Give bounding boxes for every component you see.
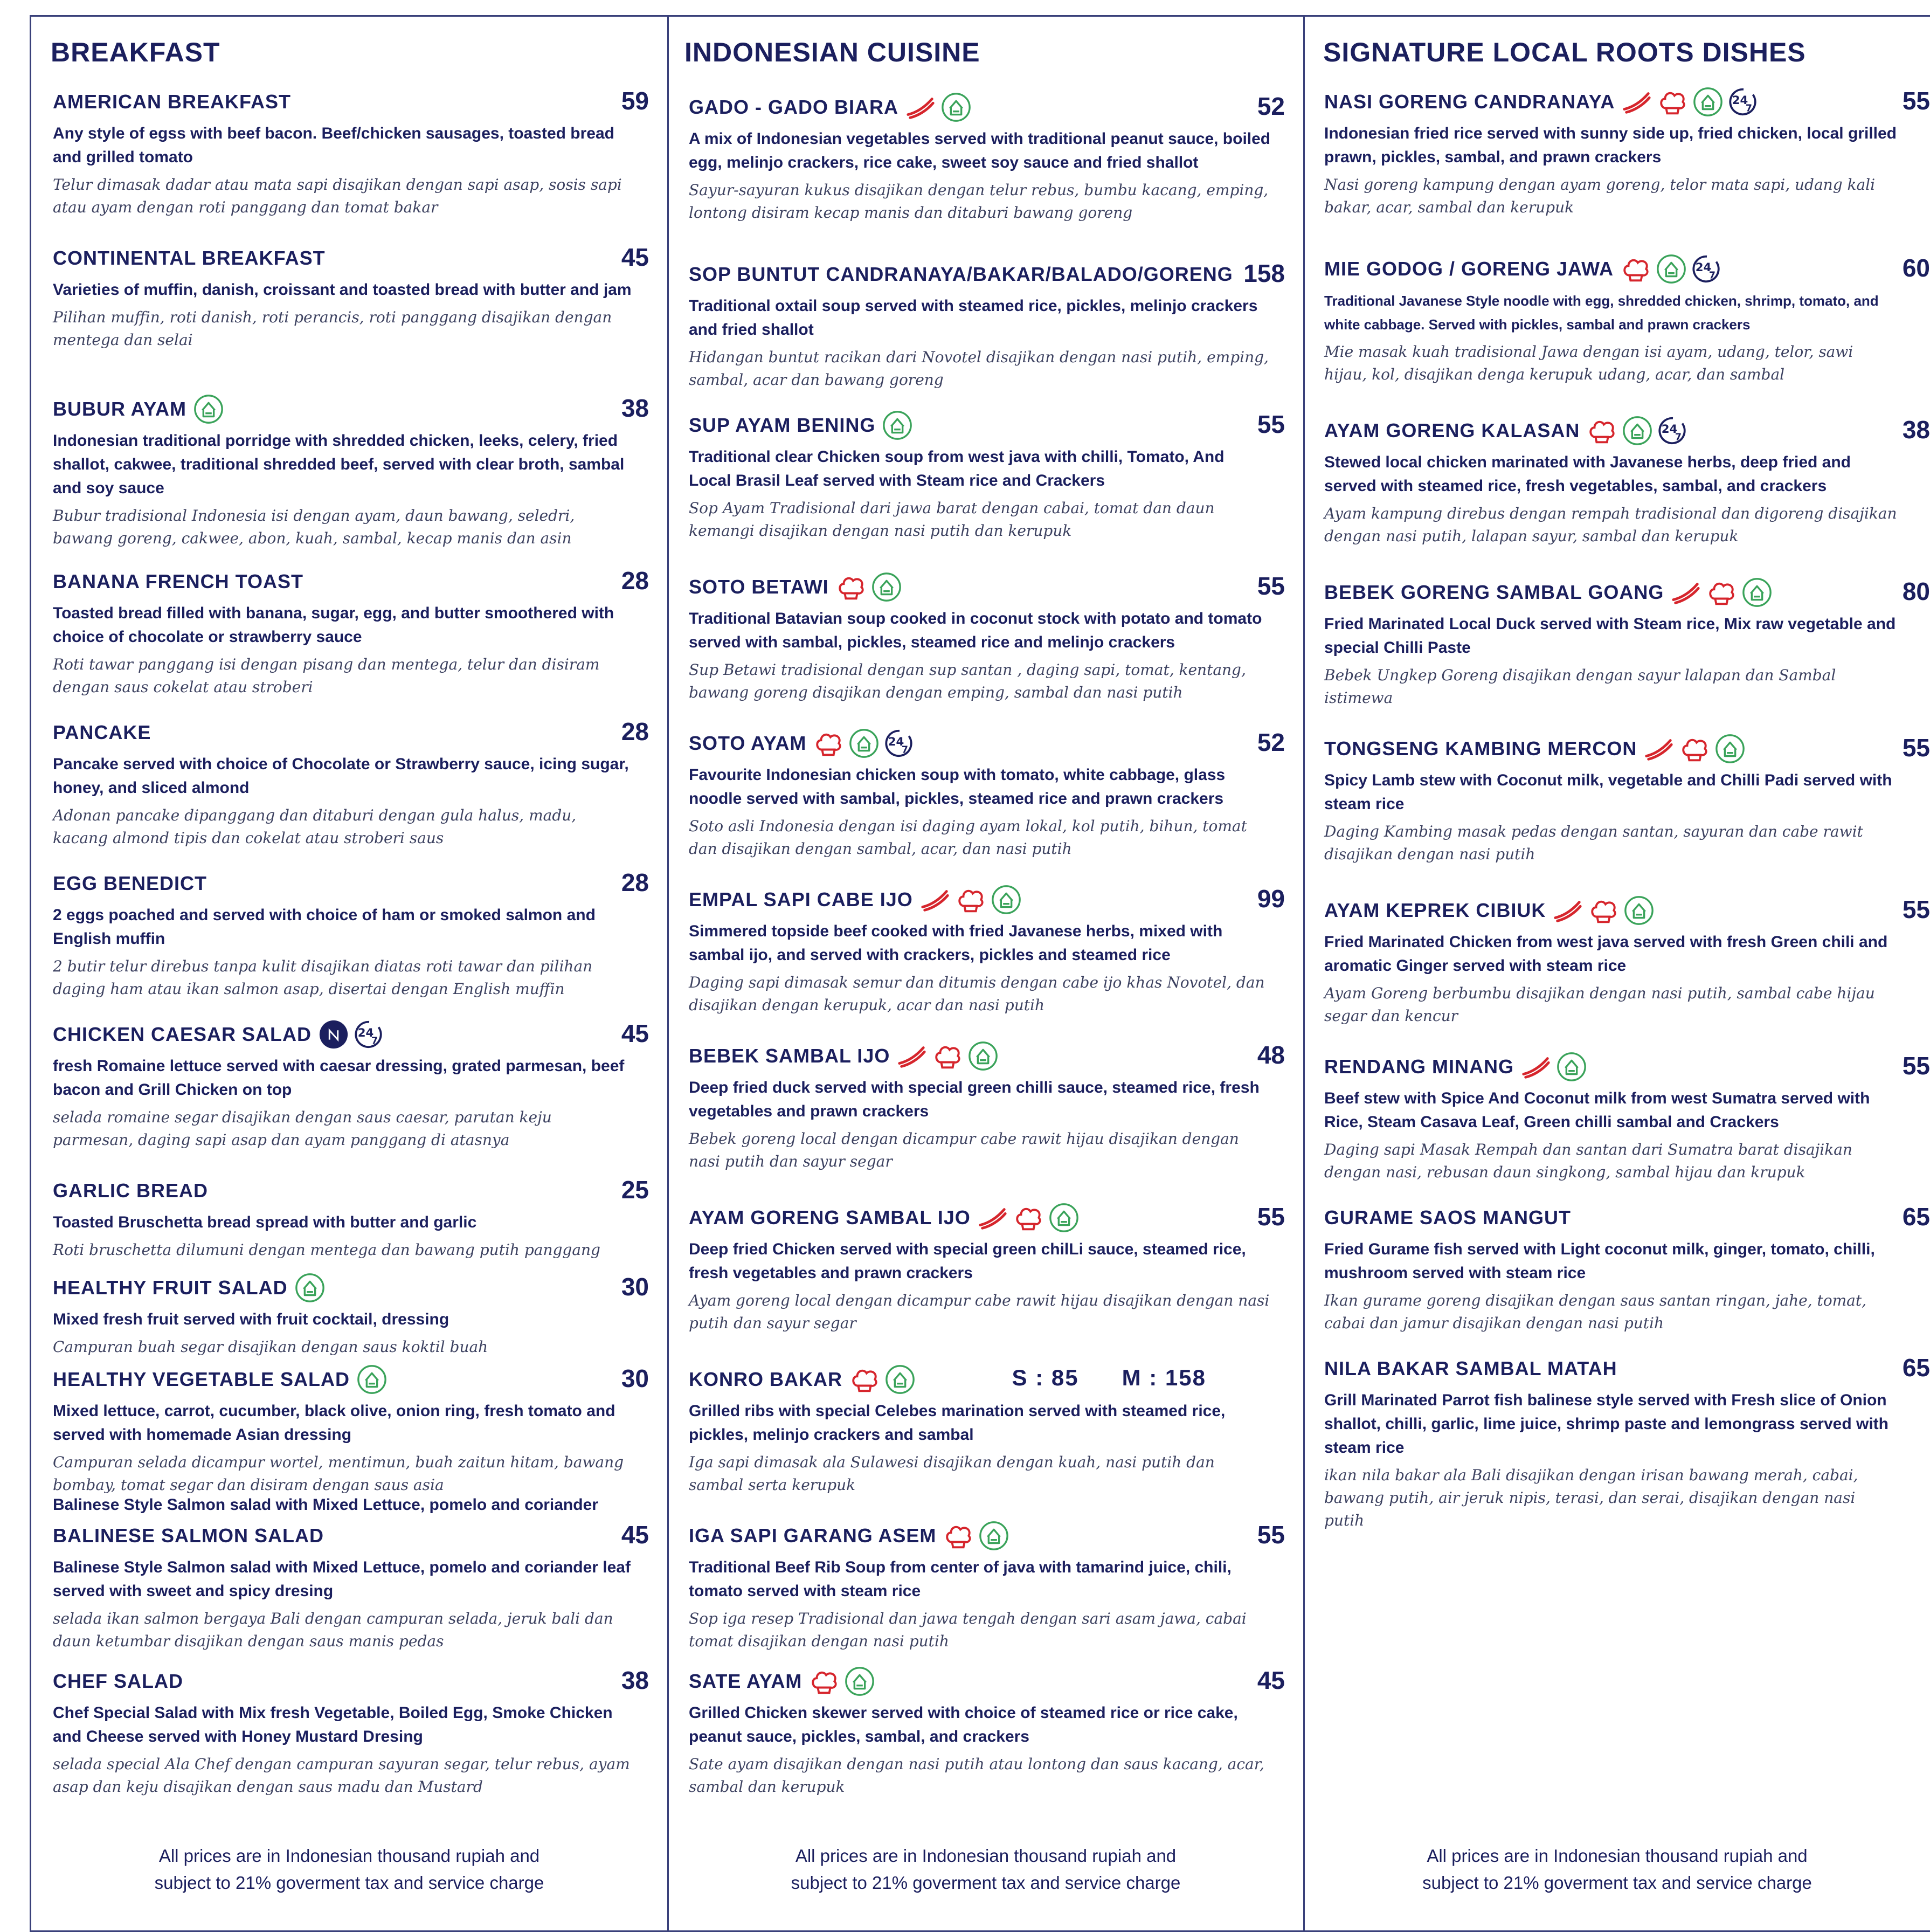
menu-item-description: A mix of Indonesian vegetables served with traditional peanut sauce, boiled egg, melinjo crackers, rice cake, sweet soy sauce and fried shallot	[689, 130, 1271, 171]
24-7-icon	[1691, 253, 1723, 285]
svg-text:7: 7	[1746, 103, 1753, 114]
menu-item-icons	[919, 884, 1022, 915]
menu-item-price: 55	[1902, 87, 1930, 115]
menu-item-name: GARLIC BREAD	[53, 1179, 208, 1202]
menu-item	[1324, 1201, 1930, 1335]
menu-item-description: Traditional Batavian soup cooked in coconut stock with potato and tomato served with sambal, pickles, steamed rice and melinjo crackers	[689, 610, 1262, 651]
menu-item-translation: Bubur tradisional Indonesia isi dengan ayam, daun bawang, seledri, bawang goreng, cakwee, abon, kuah, sambal, kecap manis dan asin	[53, 507, 575, 547]
healthy-icon	[294, 1272, 326, 1303]
menu-item	[1324, 732, 1930, 866]
24-7-icon	[1657, 415, 1689, 446]
menu-item	[1324, 1050, 1930, 1184]
menu-item-translation: Sate ayam disajikan dengan nasi putih atau lontong dan saus kacang, acar, sambal dan kerupuk	[689, 1755, 1264, 1796]
menu-item-header	[53, 242, 667, 275]
healthy-icon	[1714, 733, 1746, 764]
menu-item	[689, 1519, 1303, 1653]
healthy-icon	[940, 92, 972, 123]
menu-item-price: 55	[1902, 895, 1930, 923]
menu-item-name: EMPAL SAPI CABE IJO	[689, 888, 913, 910]
menu-item-icons	[1643, 733, 1746, 764]
menu-item-name: PANCAKE	[53, 721, 151, 743]
svg-text:24: 24	[1662, 422, 1678, 436]
menu-item-description: Balinese Style Salmon salad with Mixed Lettuce, pomelo and coriander leaf served with sweet and spicy dresing	[53, 1558, 631, 1600]
menu-item-description: fresh Romaine lettuce served with caesar dressing, grated parmesan, beef bacon and Grill Chicken on top	[53, 1057, 625, 1099]
menu-item-price: 28	[621, 567, 649, 595]
price-footer	[1304, 1843, 1930, 1896]
menu-item-description: Stewed local chicken marinated with Javanese herbs, deep fried and served with steamed rice, fresh vegetables, sambal, and crackers	[1324, 453, 1851, 495]
menu-item-price: 55	[1257, 1521, 1285, 1549]
menu-item-icons	[905, 92, 972, 123]
24-7-icon	[354, 1019, 385, 1050]
footer-line: All prices are in Indonesian thousand rupiah and	[1427, 1846, 1808, 1866]
menu-item-header	[1324, 85, 1930, 119]
menu-item	[53, 1363, 667, 1496]
chef-hat-icon	[1679, 733, 1710, 764]
menu-item-description: Traditional Javanese Style noodle with egg, shredded chicken, shrimp, tomato, and white cabbage. Served with pickles, sambal and prawn crackers	[1324, 293, 1879, 333]
menu-item-icons	[808, 1666, 875, 1697]
menu-item-header	[1324, 1352, 1930, 1385]
menu-item-translation: Sup Betawi tradisional dengan sup santan , daging sapi, tomat, kentang, bawang goreng disajikan dengan emping, sambal dan nasi putih	[689, 661, 1246, 701]
menu-item-header	[689, 1519, 1303, 1552]
menu-item-name: AYAM GORENG KALASAN	[1324, 419, 1580, 441]
menu-item-description: Traditional oxtail soup served with steamed rice, pickles, melinjo crackers and fried shallot	[689, 297, 1258, 339]
menu-item-description: Chef Special Salad with Mix fresh Vegetable, Boiled Egg, Smoke Chicken and Cheese served with Honey Mustard Dresing	[53, 1704, 613, 1745]
menu-item-header	[1324, 414, 1930, 447]
menu-item-name: EGG BENEDICT	[53, 872, 207, 894]
menu-item	[1324, 894, 1930, 1027]
menu-item-icons	[1670, 577, 1773, 608]
menu-item-header	[689, 409, 1303, 442]
menu-item-description: Deep fried Chicken served with special green chilLi sauce, steamed rice, fresh vegetables and prawn crackers	[689, 1240, 1246, 1282]
menu-item-price: 52	[1257, 728, 1285, 756]
menu-item-name: SUP AYAM BENING	[689, 414, 876, 436]
menu-item-header	[689, 1039, 1303, 1073]
menu-item-icons	[294, 1272, 326, 1303]
24-7-icon	[884, 728, 915, 759]
menu-item-translation: Ayam goreng local dengan dicampur cabe rawit hijau disajikan dengan nasi putih dan sayur segar	[689, 1292, 1270, 1332]
signature-dishes-column	[1304, 15, 1930, 1929]
menu-item-header	[689, 727, 1303, 760]
menu-item-price: 45	[621, 243, 649, 271]
menu-item	[53, 1496, 667, 1653]
menu-item	[1324, 1352, 1930, 1532]
svg-text:7: 7	[1675, 432, 1682, 443]
menu-item-description: Traditional Beef Rib Soup from center of java with tamarind juice, chili, tomato served with steam rice	[689, 1558, 1232, 1600]
menu-item-description: 2 eggs poached and served with choice of ham or smoked salmon and English muffin	[53, 906, 596, 948]
svg-text:24: 24	[888, 735, 904, 749]
menu-item-translation: Pilihan muffin, roti danish, roti perancis, roti panggang disajikan dengan mentega dan selai	[53, 308, 612, 349]
menu-item-description: Varieties of muffin, danish, croissant and toasted bread with butter and jam	[53, 281, 632, 299]
healthy-icon	[882, 410, 913, 441]
menu-item-icons	[896, 1040, 999, 1072]
menu-item	[53, 1665, 667, 1798]
menu-item-header	[1324, 252, 1930, 286]
menu-item-translation: Sop iga resep Tradisional dan jawa tengah dengan sari asam jawa, cabai tomat disajikan dengan nasi putih	[689, 1610, 1247, 1650]
menu-item-header	[53, 1174, 667, 1208]
svg-text:7: 7	[371, 1036, 378, 1047]
menu-item-name: AYAM GORENG SAMBAL IJO	[689, 1206, 971, 1229]
menu-item-translation: Sayur-sayuran kukus disajikan dengan telur rebus, bumbu kacang, emping, lontong disiram kecap manis dan ditaburi bawang goreng	[689, 181, 1269, 222]
menu-item-icons	[882, 410, 913, 441]
menu-item-translation: Mie masak kuah tradisional Jawa dengan isi ayam, udang, telor, sawi hijau, kol, disajikan denga kerupuk udang, acar, dan sambal	[1324, 343, 1853, 383]
menu-item-description: Any style of egss with beef bacon. Beef/chicken sausages, toasted bread and grilled tomato	[53, 125, 615, 166]
price-footer	[668, 1843, 1303, 1896]
menu-item-translation: selada special Ala Chef dengan campuran sayuran segar, telur rebus, ayam asap dan keju disajikan dengan saus madu dan Mustard	[53, 1755, 630, 1796]
menu-item-name: MIE GODOG / GORENG JAWA	[1324, 258, 1614, 280]
menu-item-icons	[813, 728, 915, 759]
menu-item-name: HEALTHY VEGETABLE SALAD	[53, 1368, 350, 1390]
menu-item-price: 59	[621, 87, 649, 115]
menu-item-price: 38	[621, 1666, 649, 1694]
healthy-icon	[1656, 253, 1687, 285]
menu-item	[53, 1174, 667, 1261]
menu-item	[53, 867, 667, 1000]
menu-item-name: AYAM KEPREK CIBIUK	[1324, 899, 1546, 921]
chef-hat-icon	[1620, 253, 1651, 285]
menu-item-header	[53, 1271, 667, 1305]
menu-item-icons	[977, 1202, 1080, 1233]
footer-line: subject to 21% goverment tax and service charge	[791, 1873, 1181, 1893]
menu-item-translation: Iga sapi dimasak ala Sulawesi disajikan dengan kuah, nasi putih dan sambal serta kerupuk	[689, 1453, 1215, 1494]
menu-item-price: 55	[1257, 572, 1285, 600]
menu-item-icons	[318, 1019, 385, 1050]
menu-item-header	[1324, 576, 1930, 609]
svg-text:24: 24	[1695, 260, 1712, 274]
menu-item-description: Grill Marinated Parrot fish balinese style served with Fresh slice of Onion shallot, chilli, garlic, lime juice, shrimp paste and lemongrass served with steam rice	[1324, 1391, 1889, 1457]
menu-item-translation: Hidangan buntut racikan dari Novotel disajikan dengan nasi putih, emping, sambal, acar dan bawang goreng	[689, 348, 1269, 389]
menu-item-translation: Bebek goreng local dengan dicampur cabe rawit hijau disajikan dengan nasi putih dan sayur segar	[689, 1130, 1239, 1170]
chili-icon	[919, 884, 951, 915]
menu-item-icons	[1621, 86, 1759, 118]
novotel-icon	[318, 1019, 349, 1050]
chef-hat-icon	[943, 1520, 974, 1551]
svg-text:7: 7	[902, 744, 909, 756]
chili-icon	[977, 1202, 1008, 1233]
menu-item-translation: Ayam Goreng berbumbu disajikan dengan nasi putih, sambal cabe hijau segar dan kencur	[1324, 984, 1875, 1025]
healthy-icon	[884, 1364, 916, 1395]
menu-item-translation: Daging sapi dimasak semur dan ditumis dengan cabe ijo khas Novotel, dan disajikan dengan kerupuk, acar dan nasi putih	[689, 974, 1265, 1014]
menu-item-name: RENDANG MINANG	[1324, 1055, 1514, 1078]
menu-item-price: 158	[1243, 259, 1285, 287]
menu-item-header	[1324, 894, 1930, 927]
chili-icon	[1520, 1051, 1552, 1082]
footer-line: subject to 21% goverment tax and service charge	[154, 1873, 544, 1893]
menu-item-translation: Ikan gurame goreng disajikan dengan saus santan ringan, jahe, tomat, cabai dan jamur disajikan dengan nasi putih	[1324, 1292, 1867, 1332]
menu-item-header	[689, 1201, 1303, 1234]
menu-item-header	[53, 392, 667, 426]
menu-item-price: 65	[1902, 1354, 1930, 1382]
menu-item-name: SOTO BETAWI	[689, 576, 829, 598]
menu-item	[689, 258, 1303, 391]
chef-hat-icon	[1586, 415, 1617, 446]
menu-item-header	[689, 91, 1303, 124]
menu-item	[53, 242, 667, 351]
menu-item-header	[1324, 1050, 1930, 1084]
healthy-icon	[1048, 1202, 1080, 1233]
menu-item-header	[53, 1018, 667, 1051]
menu-item-price: 80	[1902, 577, 1930, 605]
menu-item-header	[53, 565, 667, 598]
menu-item	[1324, 252, 1930, 386]
column-title: SIGNATURE LOCAL ROOTS DISHES	[1323, 37, 1806, 67]
menu-item-price: 30	[621, 1273, 649, 1301]
menu-item	[1324, 85, 1930, 219]
menu-item-description: Indonesian fried rice served with sunny side up, fried chicken, local grilled prawn, pickles, sambal, and prawn crackers	[1324, 125, 1897, 166]
menu-item	[1324, 576, 1930, 709]
menu-item-price: 45	[621, 1521, 649, 1549]
menu-item	[689, 1201, 1303, 1335]
chili-icon	[1552, 895, 1583, 926]
menu-item	[689, 570, 1303, 704]
menu-item-description: Grilled Chicken skewer served with choice of steamed rice or rice cake, peanut sauce, pickles, sambal, and crackers	[689, 1704, 1238, 1745]
menu-item-translation: Daging Kambing masak pedas dengan santan, sayuran dan cabe rawit disajikan dengan nasi putih	[1324, 823, 1863, 863]
chef-hat-icon	[808, 1666, 840, 1697]
menu-item-description: Simmered topside beef cooked with fried Javanese herbs, mixed with sambal ijo, and served with crackers, pickles and steamed rice	[689, 922, 1223, 964]
healthy-icon	[848, 728, 880, 759]
healthy-icon	[1622, 415, 1653, 446]
menu-item-translation: Adonan pancake dipanggang dan ditaburi dengan gula halus, madu, kacang almond tipis dan cokelat atau stroberi saus	[53, 806, 577, 847]
menu-item-name: BANANA FRENCH TOAST	[53, 570, 303, 592]
menu-item-icons	[835, 571, 902, 603]
menu-item-size-prices	[1012, 1365, 1206, 1391]
menu-item-translation: Soto asli Indonesia dengan isi daging ayam lokal, kol putih, bihun, tomat dan disajikan dengan sambal, acar, dan nasi putih	[689, 817, 1247, 858]
menu-item-translation: Telur dimasak dadar atau mata sapi disajikan dengan sapi asap, sosis sapi atau ayam dengan roti panggang dan tomat bakar	[53, 176, 622, 216]
chef-hat-icon	[813, 728, 844, 759]
healthy-icon	[1741, 577, 1773, 608]
menu-item	[53, 1271, 667, 1358]
menu-item	[53, 565, 667, 699]
menu-item-price: 30	[621, 1364, 649, 1392]
menu-item-name: TONGSENG KAMBING MERCON	[1324, 737, 1637, 760]
menu-item-translation: Nasi goreng kampung dengan ayam goreng, telor mata sapi, udang kali bakar, acar, sambal dan kerupuk	[1324, 176, 1876, 216]
menu-item	[53, 1018, 667, 1151]
menu-item-icons	[356, 1364, 388, 1395]
menu-item	[689, 409, 1303, 542]
menu-item-header	[53, 1665, 667, 1698]
menu-item	[689, 1363, 1303, 1496]
chef-hat-icon	[849, 1364, 880, 1395]
chef-hat-icon	[932, 1040, 963, 1072]
healthy-icon	[844, 1666, 875, 1697]
menu-item	[53, 716, 667, 850]
menu-item-name: BUBUR AYAM	[53, 398, 187, 420]
healthy-icon	[967, 1040, 999, 1072]
healthy-icon	[871, 571, 902, 603]
menu-item-description: Fried Marinated Chicken from west java served with fresh Green chili and aromatic Ginger served with steam rice	[1324, 933, 1888, 975]
menu-item-price: 25	[621, 1176, 649, 1204]
menu-item-name: BALINESE SALMON SALAD	[53, 1524, 324, 1547]
menu-item-description: Beef stew with Spice And Coconut milk from west Sumatra served with Rice, Steam Casava Leaf, Green chilli sambal and Crackers	[1324, 1089, 1870, 1131]
menu-item-description: Indonesian traditional porridge with shredded chicken, leeks, celery, fried shallot, cakwee, traditional shredded beef, served with clear broth, sambal and soy sauce	[53, 432, 625, 497]
menu-item-name: SOP BUNTUT CANDRANAYA/BAKAR/BALADO/GORENG	[689, 263, 1233, 285]
menu-item-price: 28	[621, 717, 649, 746]
menu-item-translation: Campuran selada dicampur wortel, mentimun, buah zaitun hitam, bawang bombay, tomat segar dan disiram dengan saus asia	[53, 1453, 624, 1494]
menu-item-translation: ikan nila bakar ala Bali disajikan dengan irisan bawang merah, cabai, bawang putih, air jeruk nipis, terasi, dan serai, disajikan dengan nasi putih	[1324, 1466, 1858, 1529]
menu-item-price: 28	[621, 868, 649, 896]
menu-item-translation: selada romaine segar disajikan dengan saus caesar, parutan keju parmesan, daging sapi asap dan ayam panggang di atasnya	[53, 1108, 552, 1149]
menu-item-icons	[1620, 253, 1723, 285]
menu-item-header	[689, 258, 1303, 291]
chili-icon	[905, 92, 936, 123]
menu-item-header	[689, 1363, 1303, 1396]
menu-item-price: 60	[1902, 254, 1930, 282]
menu-item-price: 55	[1902, 734, 1930, 762]
menu-item-price: 45	[1257, 1666, 1285, 1694]
menu-item-translation: Sop Ayam Tradisional dari jawa barat dengan cabai, tomat dan daun kemangi disajikan dengan nasi putih dan kerupuk	[689, 499, 1215, 540]
menu-item-description: Pancake served with choice of Chocolate or Strawberry sauce, icing sugar, honey, and sliced almond	[53, 755, 629, 797]
menu-item-description: Favourite Indonesian chicken soup with tomato, white cabbage, glass noodle served with sambal, pickles, steamed rice and prawn crackers	[689, 766, 1226, 808]
menu-item-description: Deep fried duck served with special green chilli sauce, steamed rice, fresh vegetables and prawn crackers	[689, 1079, 1260, 1120]
menu-item-header	[689, 570, 1303, 604]
menu-item-icons	[1552, 895, 1655, 926]
price-small: S : 85	[1012, 1365, 1079, 1390]
chili-icon	[1621, 86, 1652, 118]
menu-item-price: 48	[1257, 1041, 1285, 1069]
menu-item-header	[1324, 1201, 1930, 1234]
menu-item	[1324, 414, 1930, 548]
menu-item-description: Fried Marinated Local Duck served with Steam rice, Mix raw vegetable and special Chilli Paste	[1324, 615, 1896, 657]
menu-item-name: KONRO BAKAR	[689, 1368, 842, 1390]
menu-item-name: SOTO AYAM	[689, 732, 807, 754]
menu-item-name: GADO - GADO BIARA	[689, 96, 898, 118]
menu-item-price: 38	[621, 394, 649, 422]
chili-icon	[896, 1040, 928, 1072]
healthy-icon	[1623, 895, 1655, 926]
menu-item-name: HEALTHY FRUIT SALAD	[53, 1276, 288, 1299]
healthy-icon	[978, 1520, 1009, 1551]
svg-text:24: 24	[357, 1026, 374, 1040]
menu-item-icons	[1586, 415, 1689, 446]
menu-item-header	[1324, 732, 1930, 765]
menu-item-price: 65	[1902, 1203, 1930, 1231]
menu-item-translation: Roti tawar panggang isi dengan pisang dan mentega, telur dan disiram dengan saus cokelat atau stroberi	[53, 656, 600, 696]
menu-item-name: NASI GORENG CANDRANAYA	[1324, 91, 1615, 113]
menu-item	[689, 1665, 1303, 1798]
menu-item-translation: Daging sapi Masak Rempah dan santan dari Sumatra barat disajikan dengan nasi, rebusan daun singkong, sambal hijau dan krupuk	[1324, 1141, 1852, 1181]
menu-item-translation: selada ikan salmon bergaya Bali dengan campuran selada, jeruk bali dan daun ketumbar disajikan dengan saus manis pedas	[53, 1610, 613, 1650]
indonesian-cuisine-column	[668, 15, 1303, 1929]
price-footer	[31, 1843, 667, 1896]
menu-item-name: AMERICAN BREAKFAST	[53, 91, 292, 113]
menu-item-price: 55	[1902, 1052, 1930, 1080]
menu-item-header	[53, 716, 667, 749]
menu-item-name: GURAME SAOS MANGUT	[1324, 1206, 1571, 1229]
menu-item-preface: Balinese Style Salmon salad with Mixed Lettuce, pomelo and coriander	[53, 1496, 598, 1514]
menu-item-translation: Campuran buah segar disajikan dengan saus koktil buah	[53, 1338, 488, 1356]
chef-hat-icon	[1657, 86, 1688, 118]
footer-line: subject to 21% goverment tax and service charge	[1422, 1873, 1812, 1893]
menu-item	[689, 727, 1303, 860]
menu-item-name: BEBEK GORENG SAMBAL GOANG	[1324, 581, 1664, 603]
menu-item-translation: Bebek Ungkep Goreng disajikan dengan sayur lalapan dan Sambal istimewa	[1324, 666, 1836, 707]
chef-hat-icon	[1588, 895, 1619, 926]
svg-text:7: 7	[1708, 270, 1716, 281]
menu-item-header	[53, 1363, 667, 1396]
menu-item-price: 45	[621, 1019, 649, 1047]
menu-item-price: 99	[1257, 885, 1285, 913]
menu-item-description: Mixed lettuce, carrot, cucumber, black olive, onion ring, fresh tomato and served with homemade Asian dressing	[53, 1402, 615, 1444]
24-7-icon	[1728, 86, 1759, 118]
chili-icon	[1643, 733, 1675, 764]
menu-item	[689, 883, 1303, 1017]
menu-item	[689, 1039, 1303, 1173]
menu-item-description: Fried Gurame fish served with Light coconut milk, ginger, tomato, chilli, mushroom served with steam rice	[1324, 1240, 1875, 1282]
menu-item-translation: 2 butir telur direbus tanpa kulit disajikan diatas roti tawar dan pilihan daging ham atau ikan salmon asap, disertai dengan English muffin	[53, 957, 593, 998]
menu-item-header	[53, 1519, 667, 1552]
menu-item-translation: Ayam kampung direbus dengan rempah tradisional dan digoreng disajikan dengan nasi putih, lalapan sayur, sambal dan kerupuk	[1324, 505, 1897, 545]
menu-item-icons	[1520, 1051, 1587, 1082]
menu-item-description: Toasted bread filled with banana, sugar, egg, and butter smoothered with choice of chocolate or strawberry sauce	[53, 604, 614, 646]
column-title: BREAKFAST	[51, 37, 220, 67]
menu-item-name: IGA SAPI GARANG ASEM	[689, 1524, 937, 1547]
menu-item-translation: Roti bruschetta dilumuni dengan mentega dan bawang putih panggang	[53, 1241, 600, 1259]
svg-text:24: 24	[1732, 93, 1748, 107]
menu-item-price: 52	[1257, 92, 1285, 120]
breakfast-column	[31, 15, 667, 1929]
menu-item-header	[689, 883, 1303, 916]
chef-hat-icon	[1706, 577, 1737, 608]
menu-item-name: CHICKEN CAESAR SALAD	[53, 1023, 312, 1045]
healthy-icon	[1556, 1051, 1587, 1082]
menu-item-name: BEBEK SAMBAL IJO	[689, 1045, 890, 1067]
menu-item-description: Grilled ribs with special Celebes marination served with steamed rice, pickles, melinjo crackers and sambal	[689, 1402, 1226, 1444]
healthy-icon	[1692, 86, 1724, 118]
menu-item-description: Toasted Bruschetta bread spread with butter and garlic	[53, 1213, 477, 1231]
chef-hat-icon	[1013, 1202, 1044, 1233]
menu-item-description: Spicy Lamb stew with Coconut milk, vegetable and Chilli Padi served with steam rice	[1324, 771, 1892, 813]
price-medium: M : 158	[1122, 1365, 1206, 1390]
menu-item-name: CONTINENTAL BREAKFAST	[53, 247, 326, 269]
chili-icon	[1670, 577, 1701, 608]
menu-item-price: 55	[1257, 410, 1285, 438]
menu-item-icons	[193, 394, 224, 425]
healthy-icon	[991, 884, 1022, 915]
menu-item-icons	[849, 1364, 916, 1395]
menu-item-description: Traditional clear Chicken soup from west java with chilli, Tomato, And Local Brasil Leaf served with Steam rice and Crackers	[689, 448, 1225, 489]
footer-line: All prices are in Indonesian thousand rupiah and	[795, 1846, 1177, 1866]
column-title: INDONESIAN CUISINE	[684, 37, 980, 67]
menu-item	[53, 392, 667, 550]
menu-item-icons	[943, 1520, 1009, 1551]
healthy-icon	[193, 394, 224, 425]
healthy-icon	[356, 1364, 388, 1395]
menu-item-header	[53, 867, 667, 900]
menu-item	[53, 85, 667, 219]
menu-item-name: SATE AYAM	[689, 1670, 803, 1692]
footer-line: All prices are in Indonesian thousand rupiah and	[158, 1846, 540, 1866]
menu-item-header	[53, 85, 667, 119]
menu-item-description: Mixed fresh fruit served with fruit cocktail, dressing	[53, 1310, 449, 1328]
menu-item-header	[689, 1665, 1303, 1698]
chef-hat-icon	[835, 571, 867, 603]
menu-item-name: CHEF SALAD	[53, 1670, 183, 1692]
menu-item-name: NILA BAKAR SAMBAL MATAH	[1324, 1357, 1617, 1379]
menu-item-price: 38	[1902, 416, 1930, 444]
menu-item-price: 55	[1257, 1203, 1285, 1231]
menu-item	[689, 91, 1303, 224]
chef-hat-icon	[955, 884, 986, 915]
